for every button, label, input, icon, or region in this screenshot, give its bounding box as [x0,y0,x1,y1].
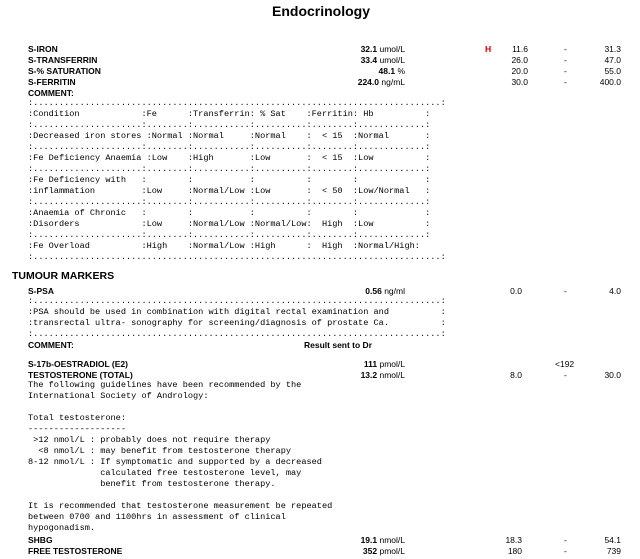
result-value: 352 pmol/L [362,546,405,556]
ref-dash: - [564,44,567,54]
report-title: Endocrinology [272,3,370,19]
ref-high: 31.3 [604,44,621,54]
psa-note-box [28,296,446,340]
result-name: S-PSA [28,286,54,296]
guideline-line: >12 nmol/L : probably does not require therapy [28,435,271,445]
ref-high: 400.0 [599,77,621,87]
guideline-line: International Society of Andrology: [28,391,209,401]
ref-low: 30.0 [511,77,528,87]
guideline-line: hypogonadism. [28,523,96,533]
guideline-line: ------------------- [28,424,126,434]
guideline-line: Total testosterone: [28,413,126,423]
comment-label: COMMENT: [28,88,74,98]
ref-dash: - [564,370,567,380]
result-name: S-% SATURATION [28,66,101,76]
result-name: S-FERRITIN [28,77,76,87]
guideline-line: between 0700 and 1100hrs in assessment of clinical [28,512,286,522]
table-line: :Fe Overload :High :Normal/Low :High : High :Normal/High: [28,241,426,251]
ref-low: 0.0 [510,286,522,296]
testosterone-guidelines [28,380,332,534]
ref-high: 739 [606,546,621,556]
guideline-line [28,490,332,501]
note-line: :transrectal ultra- sonography for screening/diagnosis of prostate Ca. : [28,318,446,328]
table-line: :inflammation :Low :Normal/Low :Low : < 50 :Low/Normal : [28,186,431,196]
table-line: :Fe Deficiency with : : : : : : [28,175,431,185]
note-line: :...............................................................................: [28,296,446,306]
result-name: FREE TESTOSTERONE [28,546,123,556]
result-name: TESTOSTERONE (TOTAL) [28,370,133,380]
result-name: SHBG [28,535,53,545]
note-line: :...............................................................................: [28,329,446,339]
result-value: 111 pmol/L [363,359,405,369]
result-name: S-TRANSFERRIN [28,55,98,65]
table-line: :.....................:........:...........:..........:........:.............: [28,120,431,130]
ref-high: 55.0 [604,66,621,76]
table-line: :.....................:........:...........:..........:........:.............: [28,142,431,152]
table-line: :Condition :Fe :Transferrin: % Sat :Ferritin: Hb : [28,109,431,119]
ref-high: 54.1 [604,535,621,545]
table-line: :...............................................................................: [28,252,446,262]
ref-dash: - [564,55,567,65]
ref-range: <192 [555,359,575,369]
guideline-line: calculated free testosterone level, may [28,468,302,478]
ref-low: 18.3 [505,535,522,545]
ref-low: 26.0 [511,55,528,65]
ref-dash: - [564,77,567,87]
result-value: 224.0 ng/mL [357,77,405,87]
result-name: S-IRON [28,44,58,54]
table-line: :Anaemia of Chronic : : : : : : [28,208,431,218]
ref-dash: - [564,546,567,556]
ref-dash: - [564,535,567,545]
ref-low: 11.6 [512,44,528,54]
table-line: :Decreased iron stores :Normal :Normal :Normal : < 15 :Normal : [28,131,431,141]
result-name: S-17b-OESTRADIOL (E2) [28,359,128,369]
table-line: :.....................:........:...........:..........:........:.............: [28,197,431,207]
ref-low: 8.0 [510,370,522,380]
ref-dash: - [564,286,567,296]
guideline-line: benefit from testosterone therapy. [28,479,276,489]
comment-label: COMMENT: [28,340,74,350]
ref-dash: - [564,66,567,76]
note-line: :PSA should be used in combination with digital rectal examination and : [28,307,446,317]
result-flag: H [485,44,492,54]
table-line: :Disorders :Low :Normal/Low :Normal/Low: High :Low : [28,219,431,229]
table-line: :...............................................................................: [28,98,446,108]
result-value: 48.1 % [378,66,405,76]
ref-low: 180 [507,546,522,556]
result-value: 33.4 umol/L [360,55,405,65]
ref-high: 4.0 [609,286,621,296]
guideline-line: The following guidelines have been recommended by the [28,380,302,390]
guideline-line: <8 nmol/L : may benefit from testosterone therapy [28,446,292,456]
result-value: 32.1 umol/L [360,44,405,54]
iron-interpretation-table [28,98,446,263]
ref-high: 30.0 [604,370,621,380]
guideline-line [28,402,332,413]
ref-low: 20.0 [511,66,528,76]
result-value: 13.2 nmol/L [360,370,405,380]
comment-text: Result sent to Dr [304,340,373,350]
result-value: 0.56 ng/ml [365,286,405,296]
guideline-line: It is recommended that testosterone measurement be repeated [28,501,333,511]
result-value: 19.1 nmol/L [360,535,405,545]
table-line: :Fe Deficiency Anaemia :Low :High :Low : < 15 :Low : [28,153,431,163]
table-line: :.....................:........:...........:..........:........:.............: [28,230,431,240]
guideline-line: 8-12 nmol/L : If symptomatic and supported by a decreased [28,457,322,467]
section-heading-tumour-markers: TUMOUR MARKERS [12,270,115,282]
ref-high: 47.0 [604,55,621,65]
table-line: :.....................:........:...........:..........:........:.............: [28,164,431,174]
